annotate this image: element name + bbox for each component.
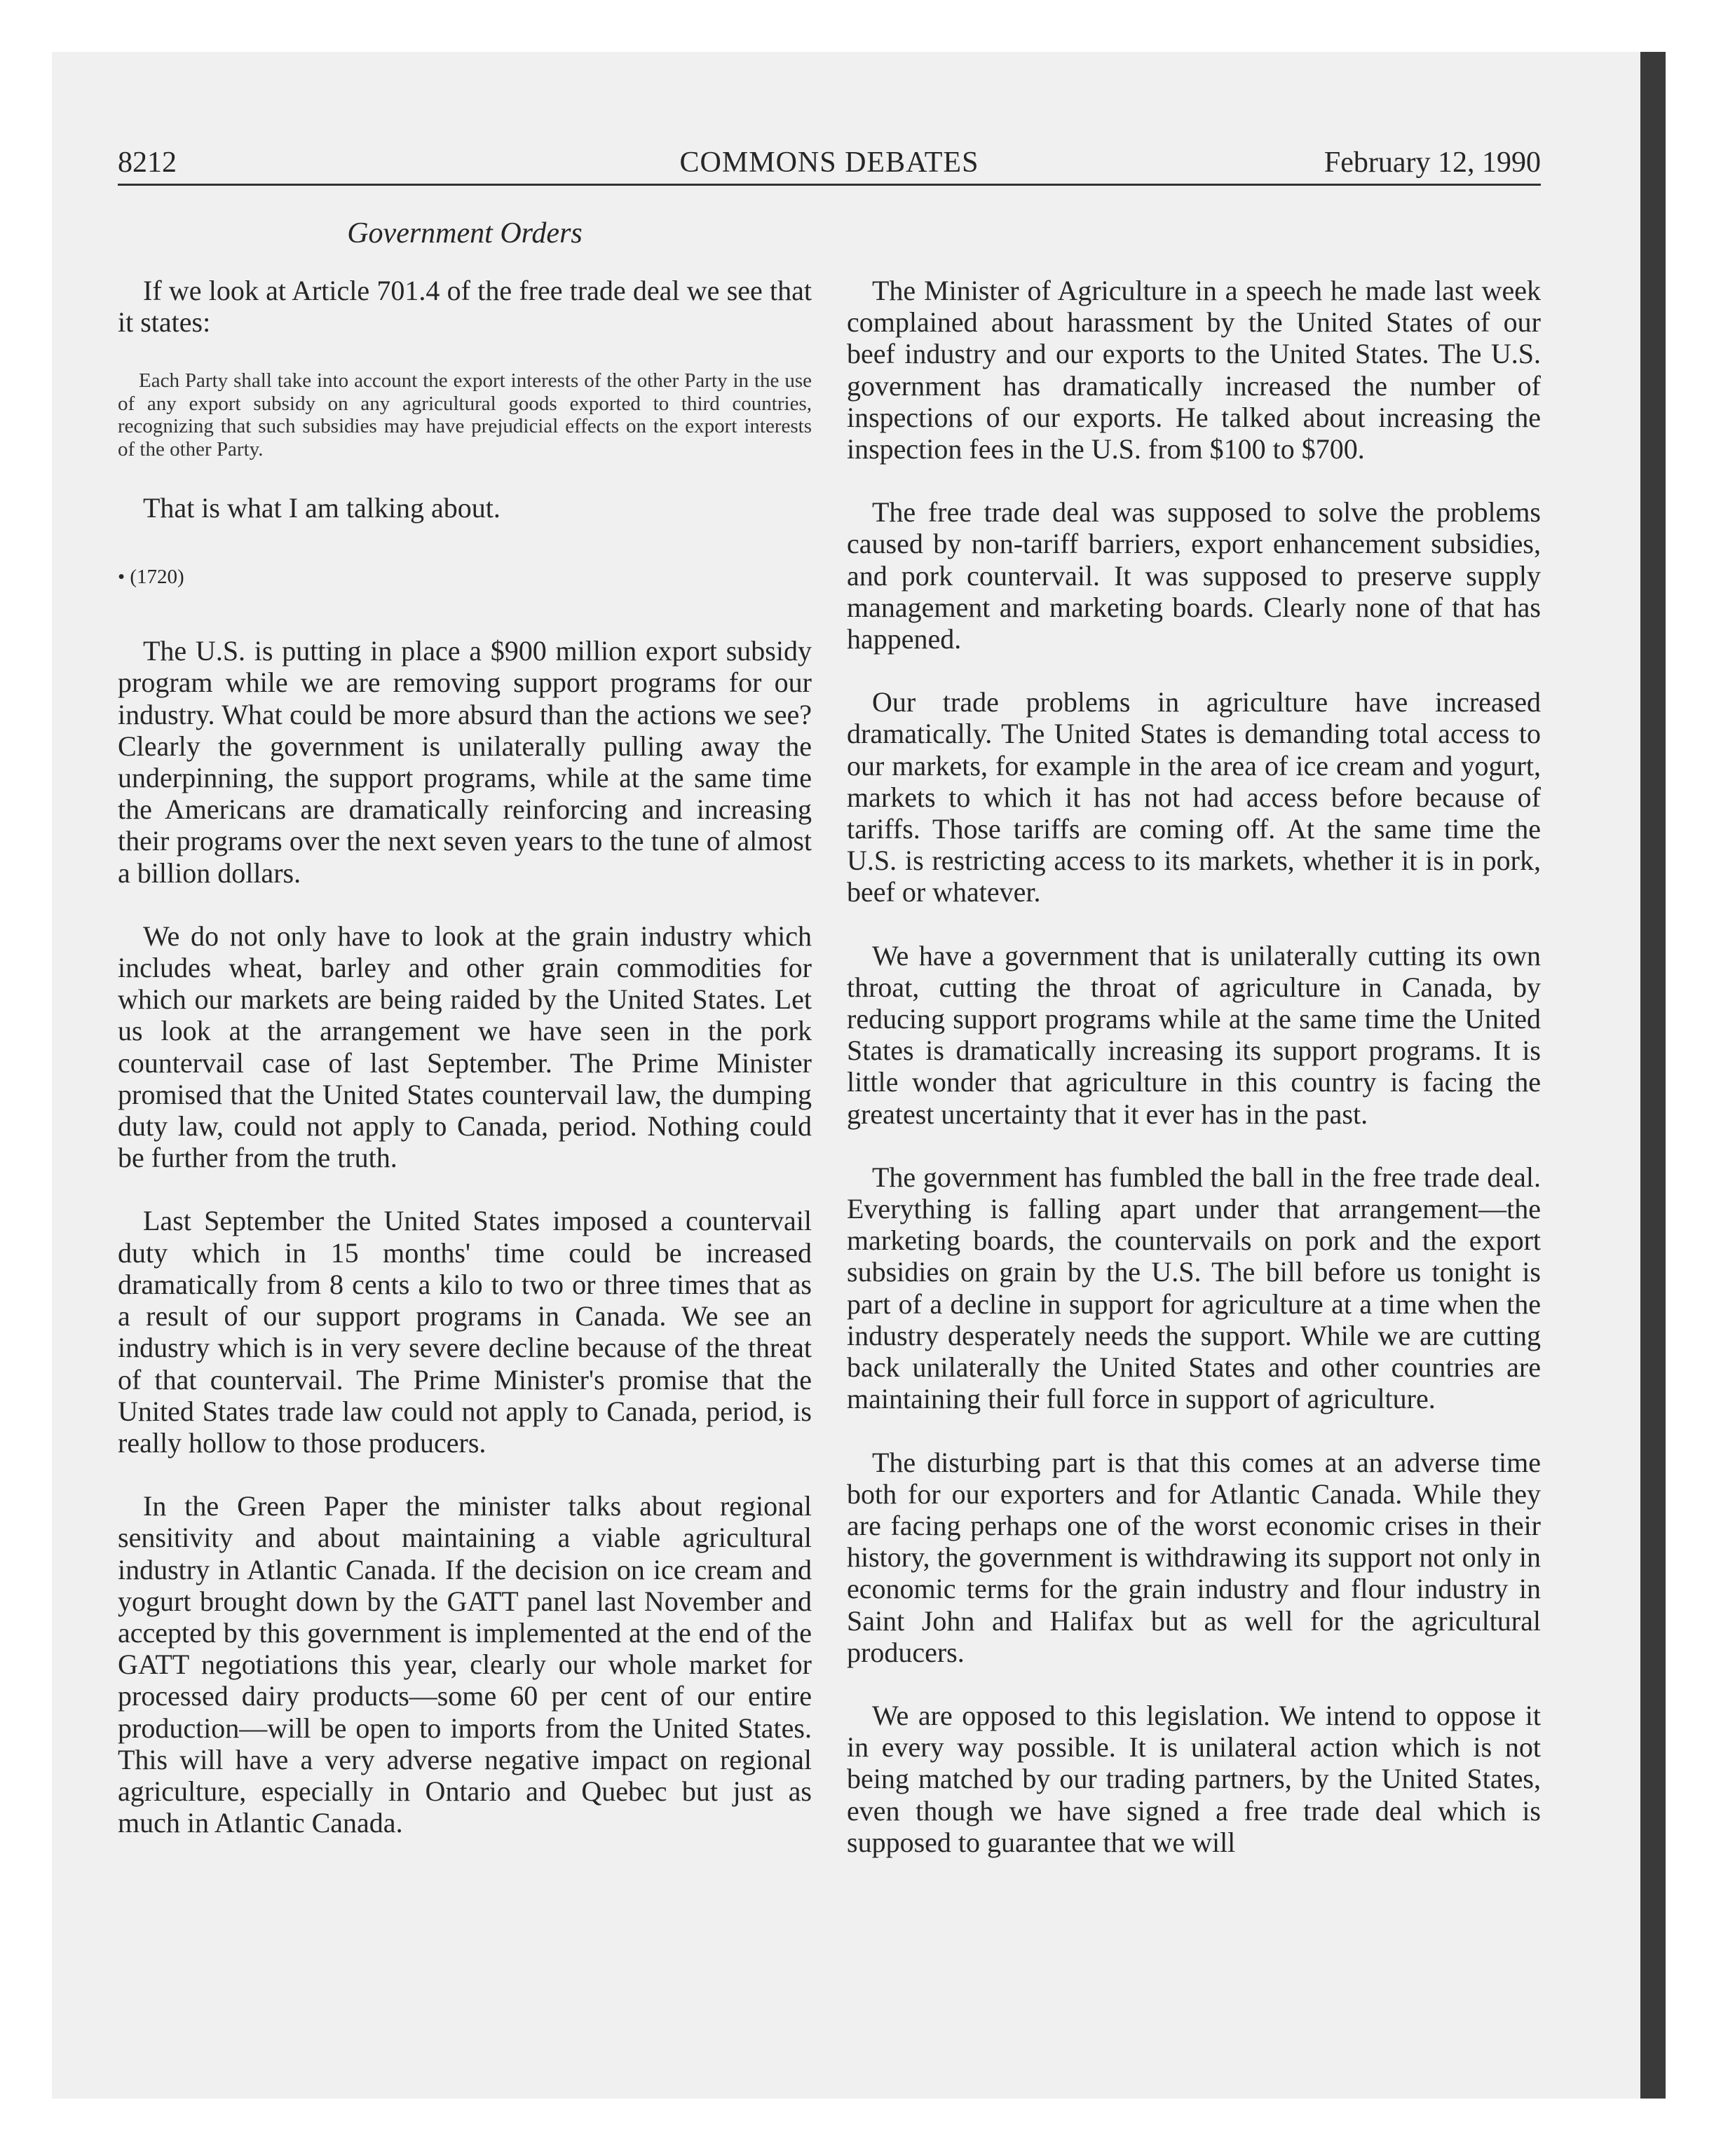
publication-date: February 12, 1990 [1324,146,1541,179]
running-header [118,140,1541,185]
paragraph: We have a government that is unilaterally cutting its own throat, cutting the throat of agriculture in Canada, by reducing support programs while at the same time the United States is dramatically increasing its support programs. It is little wonder that agriculture in this country is facing the greatest uncertainty that it ever has in the past. [847,939,1541,1130]
paragraph: We do not only have to look at the grain industry which includes wheat, barley and other grain commodities for which our markets are being raided by the United States. Let us look at the arrangement we have seen in the pork countervail case of last September. The Prime Minister promised that the United States countervail law, the dumping duty law, could not apply to Canada, period. Nothing could be further from the truth. [118,920,812,1174]
left-column [118,275,812,1870]
paragraph: The U.S. is putting in place a $900 million export subsidy program while we are removing support programs for our industry. What could be more absurd than the actions we see? Clearly the government is unilaterally pulling away the underpinning, the support programs, while at the same time the Americans are dramatically reinforcing and increasing their programs over the next seven years to the tune of almost a billion dollars. [118,635,812,889]
journal-title: COMMONS DEBATES [679,146,979,179]
paragraph: The government has fumbled the ball in the free trade deal. Everything is falling apart under that arrangement—the marketing boards, the countervails on pork and the export subsidies on grain by the U.S. The bill before us tonight is part of a decline in support for agriculture at a time when the industry desperately needs the support. While we are cutting back unilaterally the United States and other countries are maintaining their full force in support of agriculture. [847,1161,1541,1415]
section-title: Government Orders [347,217,583,250]
scan-edge [1640,52,1666,2099]
time-marker: • (1720) [118,566,184,589]
paragraph: The Minister of Agriculture in a speech he made last week complained about harassment by the United States of our beef industry and our exports to the United States. The U.S. government has dramatically increased the number of inspections of our exports. He talked about increasing the inspection fees in the U.S. from $100 to $700. [847,275,1541,465]
paragraph: The disturbing part is that this comes at an adverse time both for our exporters and for Atlantic Canada. While they are facing perhaps one of the worst economic crises in their history, the government is withdrawing its support not only in economic terms for the grain industry and flour industry in Saint John and Halifax but as well for the agricultural producers. [847,1446,1541,1668]
paragraph: The free trade deal was supposed to solve the problems caused by non-tariff barriers, export enhancement subsidies, and pork countervail. It was supposed to preserve supply management and marketing boards. Clearly none of that has happened. [847,496,1541,655]
quoted-article: Each Party shall take into account the export interests of the other Party in the use of any export subsidy on any agricultural goods exported to third countries, recognizing that such subsidies may have prejudicial effects on the export interests of the other Party. [118,369,812,460]
right-column [847,275,1541,1890]
paragraph: Last September the United States imposed a countervail duty which in 15 months' time could be increased dramatically from 8 cents a kilo to two or three times that as a result of our support programs in Canada. We see an industry which is in very severe decline because of the threat of that countervail. The Prime Minister's promise that the United States trade law could not apply to Canada, period, is really hollow to those producers. [118,1205,812,1459]
paragraph: Our trade problems in agriculture have increased dramatically. The United States is demanding total access to our markets, for example in the area of ice cream and yogurt, markets to which it has not had access before because of tariffs. Those tariffs are coming off. At the same time the U.S. is restricting access to its markets, whether it is in pork, beef or whatever. [847,686,1541,908]
header-rule [118,184,1541,186]
paragraph: In the Green Paper the minister talks about regional sensitivity and about maintaining a viable agricultural industry in Atlantic Canada. If the decision on ice cream and yogurt brought down by the GATT panel last November and accepted by this government is implemented at the end of the GATT negotiations this year, clearly our whole market for processed dairy products—some 60 per cent of our entire production—will be open to imports from the United States. This will have a very adverse negative impact on regional agriculture, especially in Ontario and Quebec but just as much in Atlantic Canada. [118,1490,812,1839]
page-number: 8212 [118,146,177,179]
paragraph: That is what I am talking about. [143,492,501,524]
paragraph: We are opposed to this legislation. We intend to oppose it in every way possible. It is unilateral action which is not being matched by our trading partners, by the United States, even though we have signed a free trade deal which is supposed to guarantee that we will [847,1699,1541,1858]
paragraph: If we look at Article 701.4 of the free trade deal we see that it states: [118,275,812,339]
